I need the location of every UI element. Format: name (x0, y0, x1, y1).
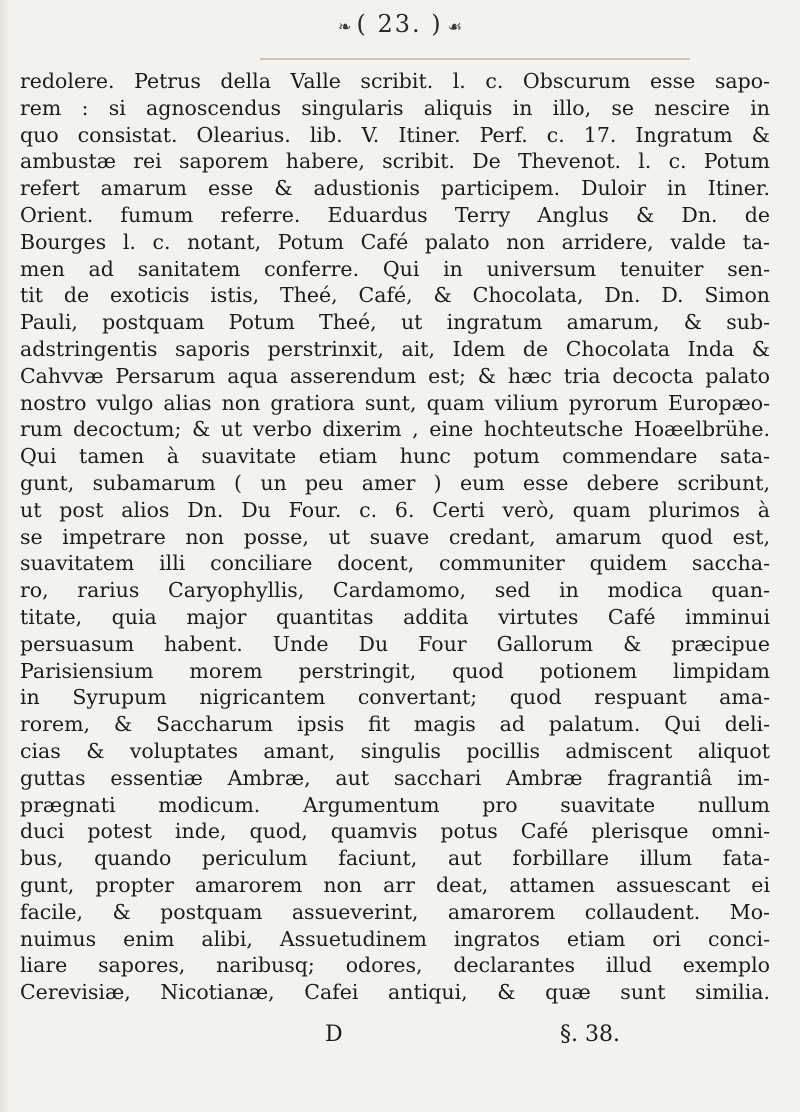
text-line: suavitatem illi conciliare docent, communiter quidem saccha- (20, 551, 770, 576)
page-number: ( 23. ) (356, 10, 443, 38)
text-line: titate, quia major quantitas addita virtutes Café imminui (20, 604, 770, 629)
text-line: cias & voluptates amant, singulis pocillis admiscent aliquot (20, 738, 770, 763)
text-line: Bourges l. c. notant, Potum Café palato non arridere, valde ta- (20, 229, 770, 254)
text-line: rem : si agnoscendus singularis aliquis in illo, se nescire in (20, 95, 770, 120)
text-line: Cahvvæ Persarum aqua asserendum est; & hæc tria decocta palato (20, 363, 770, 388)
ornament-left: ❧ (337, 17, 352, 36)
text-line: refert amarum esse & adustionis participem. Duloir in Itiner. (20, 176, 770, 201)
ornament-right: ☙ (447, 17, 463, 36)
text-line: adstringentis saporis perstrinxit, ait, Idem de Chocolata Inda & (20, 336, 770, 361)
catchword: §. 38. (560, 1022, 620, 1047)
page-footer (0, 1022, 800, 1062)
text-line: Cerevisiæ, Nicotianæ, Cafei antiqui, & quæ sunt similia. (20, 980, 770, 1005)
text-line: se impetrare non posse, ut suave credant, amarum quod est, (20, 524, 770, 549)
text-line: bus, quando periculum faciunt, aut forbillare illum fata- (20, 846, 770, 871)
text-line: ut post alios Dn. Du Four. c. 6. Certi verò, quam plurimos à (20, 497, 770, 522)
running-header (0, 6, 800, 46)
text-line: rorem, & Saccharum ipsis fit magis ad palatum. Qui deli- (20, 712, 770, 737)
text-line: Pauli, postquam Potum Theé, ut ingratum amarum, & sub- (20, 310, 770, 335)
text-line: ambustæ rei saporem habere, scribit. De Thevenot. l. c. Potum (20, 149, 770, 174)
text-line: persuasum habent. Unde Du Four Gallorum & præcipue (20, 631, 770, 656)
text-line: duci potest inde, quod, quamvis potus Café plerisque omni- (20, 819, 770, 844)
text-line: men ad sanitatem conferre. Qui in universum tenuiter sen- (20, 256, 770, 281)
text-line: ro, rarius Caryophyllis, Cardamomo, sed in modica quan- (20, 578, 770, 603)
text-line: nostro vulgo alias non gratiora sunt, quam vilium pyrorum Europæo- (20, 390, 770, 415)
body-text (20, 68, 770, 1006)
text-line: in Syrupum nigricantem convertant; quod respuant ama- (20, 685, 770, 710)
text-line: tit de exoticis istis, Theé, Café, & Chocolata, Dn. D. Simon (20, 283, 770, 308)
header-rule (260, 58, 690, 60)
text-line: Orient. fumum referre. Eduardus Terry Anglus & Dn. de (20, 202, 770, 227)
signature-mark: D (325, 1022, 343, 1047)
text-line: Qui tamen à suavitate etiam hunc potum commendare sata- (20, 444, 770, 469)
text-line: prægnati modicum. Argumentum pro suavitate nullum (20, 792, 770, 817)
text-line: redolere. Petrus della Valle scribit. l. c. Obscurum esse sapo- (20, 69, 770, 93)
text-line: nuimus enim alibi, Assuetudinem ingratos etiam ori conci- (20, 926, 770, 951)
text-line: liare sapores, naribusq; odores, declarantes illud exemplo (20, 953, 770, 978)
text-line: facile, & postquam assueverint, amarorem collaudent. Mo- (20, 899, 770, 924)
text-line: rum decoctum; & ut verbo dixerim , eine hochteutsche Hoæelbrühe. (20, 417, 770, 442)
text-line: gunt, propter amarorem non arr deat, attamen assuescant ei (20, 872, 770, 897)
page-gutter (0, 0, 10, 1112)
text-line: gunt, subamarum ( un peu amer ) eum esse debere scribunt, (20, 470, 770, 495)
text-line: Parisiensium morem perstringit, quod potionem limpidam (20, 658, 770, 683)
text-line: quo consistat. Olearius. lib. V. Itiner. Perf. c. 17. Ingratum & (20, 122, 770, 147)
text-line: guttas essentiæ Ambræ, aut sacchari Ambræ fragrantiâ im- (20, 765, 770, 790)
